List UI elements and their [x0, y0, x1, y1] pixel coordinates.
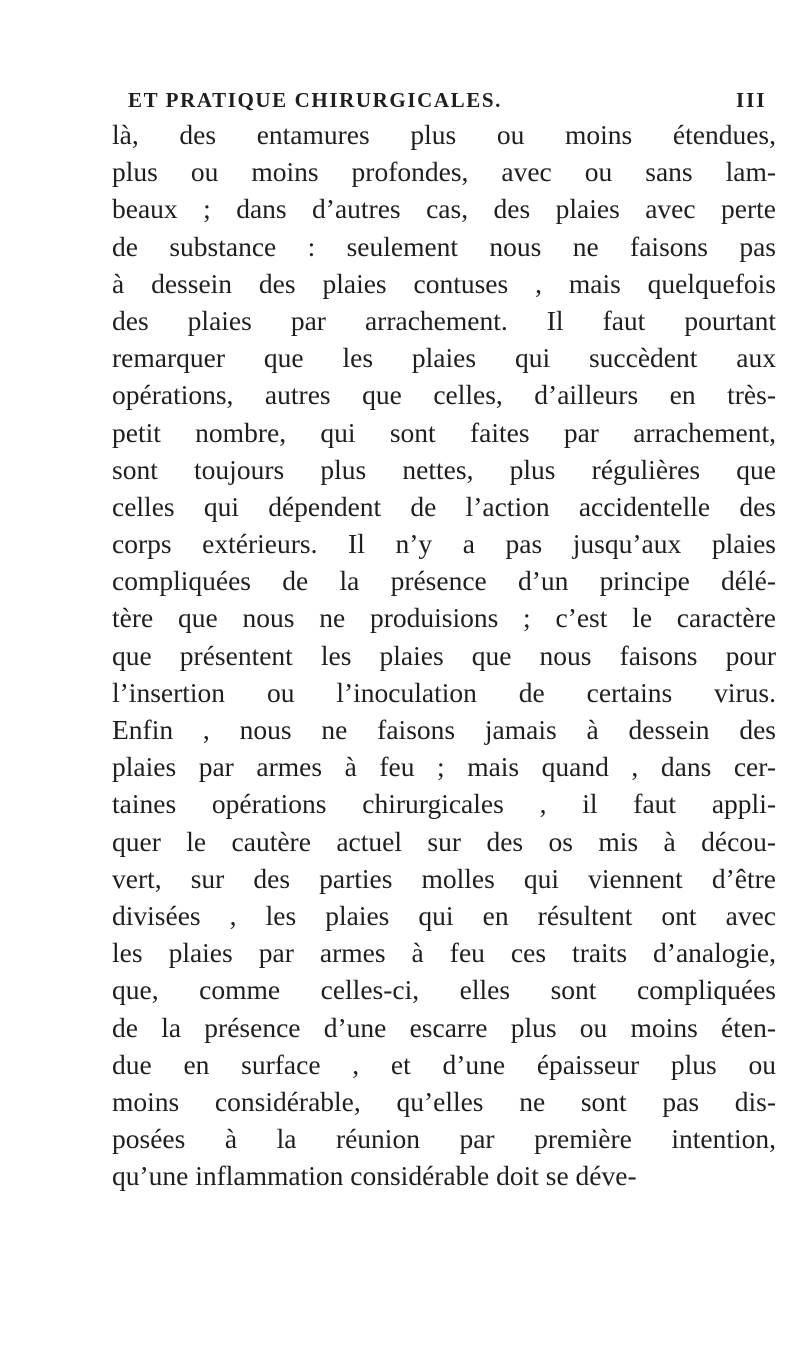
text-line: que présentent les plaies que nous faisons pour [112, 639, 776, 671]
text-line: là, des entamures plus ou moins étendues, [112, 119, 776, 150]
running-head [0, 88, 801, 118]
text-line: beaux ; dans d’autres cas, des plaies avec perte [112, 193, 776, 225]
text-line: des plaies par arrachement. Il faut pourtant [112, 304, 776, 336]
text-line: corps extérieurs. Il n’y a pas jusqu’aux plaies [112, 528, 776, 560]
text-line: les plaies par armes à feu ces traits d’analogie, [112, 937, 776, 969]
text-line: posées à la réunion par première intention, [112, 1123, 776, 1155]
text-line: Enfin , nous ne faisons jamais à dessein des [112, 714, 776, 745]
text-line: compliquées de la présence d’un principe délé- [112, 565, 776, 597]
text-line: petit nombre, qui sont faites par arrachement, [112, 416, 776, 448]
text-line: opérations, autres que celles, d’ailleurs en très- [112, 379, 776, 411]
running-title: ET PRATIQUE CHIRURGICALES. [128, 88, 502, 112]
text-line: taines opérations chirurgicales , il faut appli- [112, 788, 776, 820]
text-line: tère que nous ne produisions ; c’est le caractère [112, 602, 776, 634]
text-line: celles qui dépendent de l’action accidentelle des [112, 490, 776, 522]
text-line: quer le cautère actuel sur des os mis à décou- [112, 825, 776, 857]
text-line: moins considérable, qu’elles ne sont pas dis- [112, 1085, 776, 1117]
text-line: due en surface , et d’une épaisseur plus ou [112, 1048, 776, 1080]
text-line: que, comme celles-ci, elles sont compliquées [112, 974, 776, 1006]
text-line: de substance : seulement nous ne faisons pas [112, 230, 776, 262]
text-line: divisées , les plaies qui en résultent ont avec [112, 899, 776, 931]
text-line: l’insertion ou l’inoculation de certains virus. [112, 676, 776, 708]
text-line: de la présence d’une escarre plus ou moins éten- [112, 1011, 776, 1043]
text-line: qu’une inflammation considérable doit se déve- [112, 1160, 637, 1192]
text-line: sont toujours plus nettes, plus régulières que [112, 453, 776, 485]
body-text [112, 116, 776, 1194]
text-line: plus ou moins profondes, avec ou sans lam- [112, 156, 776, 188]
text-line: plaies par armes à feu ; mais quand , dans cer- [112, 751, 776, 783]
text-line: remarquer que les plaies qui succèdent aux [112, 342, 776, 374]
text-line: à dessein des plaies contuses , mais quelquefois [112, 267, 776, 299]
page-number: III [736, 88, 767, 112]
text-line: vert, sur des parties molles qui viennent d’être [112, 862, 776, 894]
